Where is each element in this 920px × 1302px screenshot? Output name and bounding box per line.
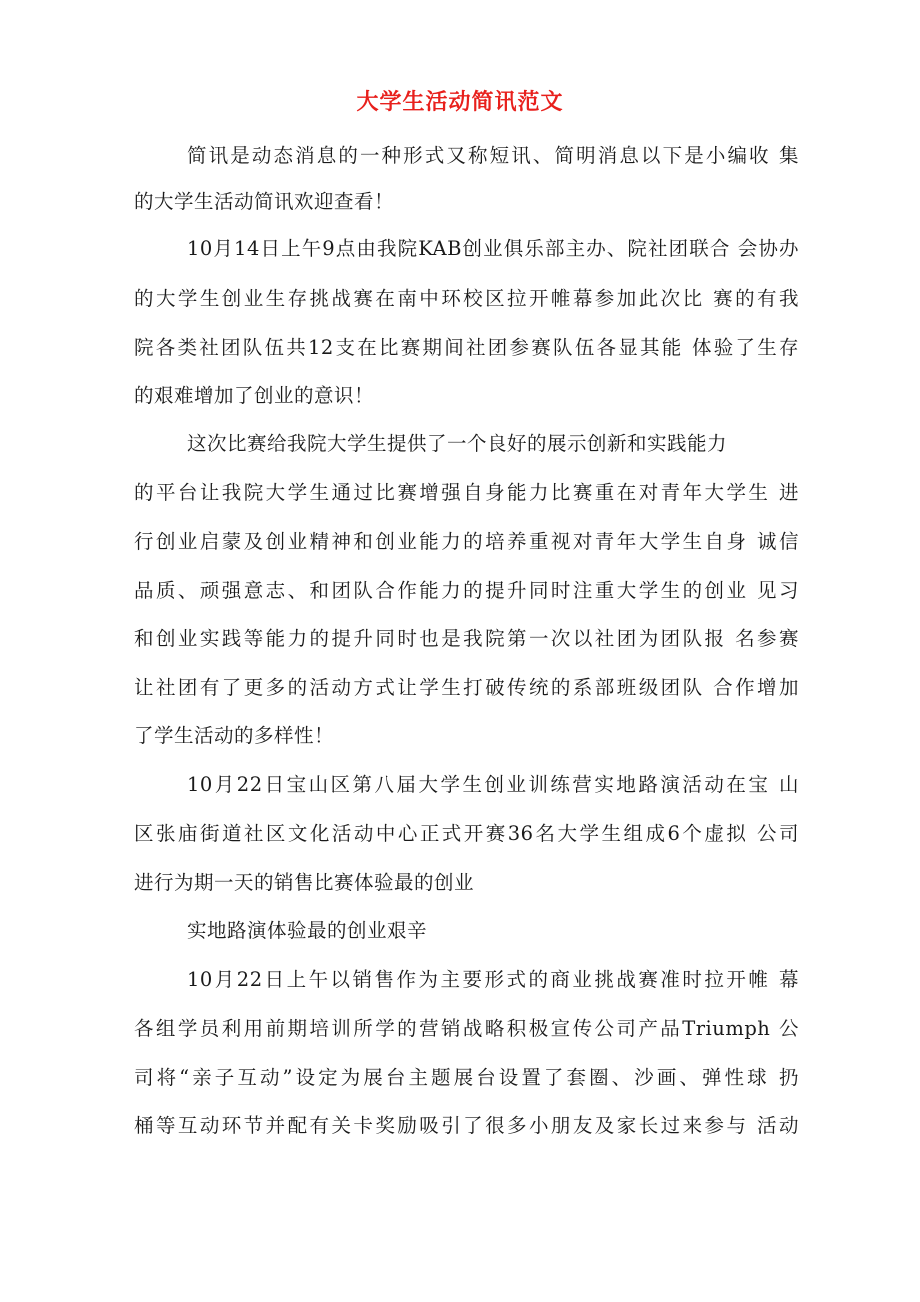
- paragraph-line: 了学生活动的多样性！: [134, 724, 335, 747]
- document-title: 大学生活动简讯范文: [356, 90, 564, 115]
- paragraph-line: 10月22日上午以销售作为主要形式的商业挑战赛准时拉开帷 幕: [187, 968, 799, 991]
- paragraph-line: 简讯是动态消息的一种形式又称短讯、简明消息以下是小编收 集: [187, 144, 799, 167]
- paragraph-line: 进行为期一天的销售比赛体验最的创业: [134, 871, 475, 894]
- paragraph-line: 各组学员利用前期培训所学的营销战略积极宣传公司产品Triumph 公: [134, 1017, 799, 1040]
- paragraph-line: 的艰难增加了创业的意识！: [134, 384, 375, 407]
- paragraph-line: 实地路演体验最的创业艰辛: [187, 919, 428, 942]
- paragraph-line: 区张庙街道社区文化活动中心正式开赛36名大学生组成6个虚拟 公司: [134, 822, 799, 845]
- paragraph-line: 让社团有了更多的活动方式让学生打破传统的系部班级团队 合作增加: [134, 676, 799, 699]
- paragraph-line: 和创业实践等能力的提升同时也是我院第一次以社团为团队报 名参赛: [134, 627, 799, 650]
- paragraph-line: 司将“亲子互动”设定为展台主题展台设置了套圈、沙画、弹性球 扔: [134, 1066, 799, 1089]
- paragraph-line: 这次比赛给我院大学生提供了一个良好的展示创新和实践能力: [187, 432, 728, 455]
- paragraph-line: 10月22日宝山区第八届大学生创业训练营实地路演活动在宝 山: [187, 773, 799, 796]
- paragraph-line: 行创业启蒙及创业精神和创业能力的培养重视对青年大学生自身 诚信: [134, 530, 799, 553]
- paragraph-line: 院各类社团队伍共12支在比赛期间社团参赛队伍各显其能 体验了生存: [134, 336, 799, 359]
- paragraph-line: 桶等互动环节并配有关卡奖励吸引了很多小朋友及家长过来参与 活动: [134, 1114, 799, 1137]
- paragraph-line: 的大学生创业生存挑战赛在南中环校区拉开帷幕参加此次比 赛的有我: [134, 287, 799, 310]
- paragraph-line: 10月14日上午9点由我院KAB创业俱乐部主办、院社团联合 会协办: [187, 237, 799, 260]
- paragraph-line: 品质、顽强意志、和团队合作能力的提升同时注重大学生的创业 见习: [134, 579, 799, 602]
- paragraph-line: 的大学生活动简讯欢迎查看！: [134, 190, 395, 213]
- paragraph-line: 的平台让我院大学生通过比赛增强自身能力比赛重在对青年大学生 进: [134, 481, 799, 504]
